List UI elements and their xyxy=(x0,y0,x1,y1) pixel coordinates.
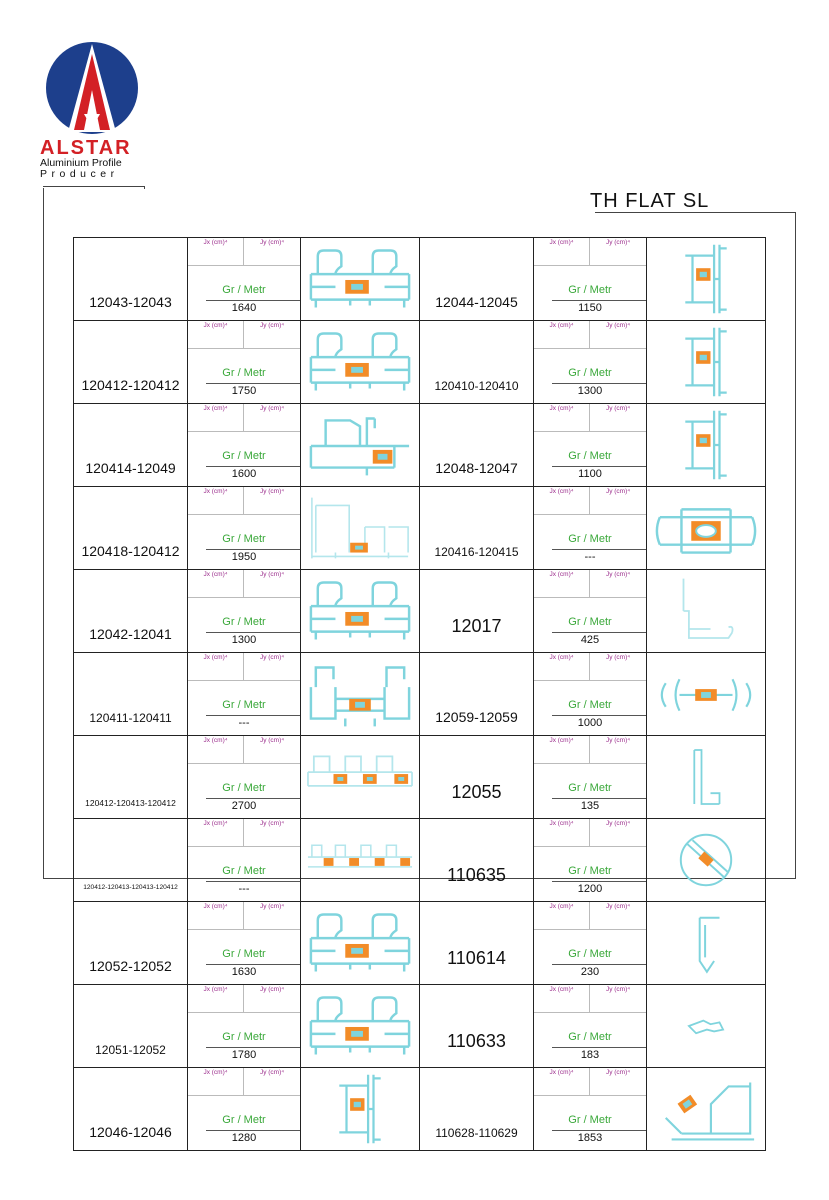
table-row xyxy=(74,487,766,570)
profile-properties xyxy=(188,653,301,735)
weight-divider xyxy=(552,632,646,633)
weight-divider xyxy=(552,466,646,467)
profile-drawing xyxy=(301,902,420,984)
profile-drawing xyxy=(301,736,420,818)
profile-weight: 135 xyxy=(580,800,600,812)
jx-label: Jx (cm)⁴ xyxy=(188,653,244,680)
vertical-mullion-profile-icon xyxy=(652,409,760,481)
profile-drawing xyxy=(647,819,766,901)
profile-code: 110628-110629 xyxy=(420,1068,534,1150)
inertia-header xyxy=(188,736,300,764)
profile-drawing xyxy=(647,736,766,818)
profile-properties xyxy=(188,404,301,486)
profile-code: 120412-120413-120412 xyxy=(74,736,188,818)
weight-unit-label: Gr / Metr xyxy=(568,1114,612,1126)
profile-entry xyxy=(420,1068,766,1150)
inertia-header xyxy=(188,653,300,681)
table-row xyxy=(74,653,766,736)
profile-drawing xyxy=(301,653,420,735)
weight-divider xyxy=(552,1047,646,1048)
weight-unit-label: Gr / Metr xyxy=(568,616,612,628)
jx-label: Jx (cm)⁴ xyxy=(188,487,244,514)
profile-drawing xyxy=(647,487,766,569)
inertia-header xyxy=(188,902,300,930)
inertia-header xyxy=(534,404,646,432)
double-sash-profile-icon xyxy=(306,575,414,647)
weight-divider xyxy=(552,383,646,384)
profile-weight: 1600 xyxy=(231,468,257,480)
profile-properties xyxy=(188,570,301,652)
weight-divider xyxy=(552,300,646,301)
profile-code: 12048-12047 xyxy=(420,404,534,486)
jy-label: Jy (cm)⁴ xyxy=(605,820,631,827)
weight-unit-label: Gr / Metr xyxy=(222,699,266,711)
weight-divider xyxy=(552,964,646,965)
round-connector-profile-icon xyxy=(652,824,760,896)
weight-unit-label: Gr / Metr xyxy=(222,616,266,628)
weight-divider xyxy=(206,549,300,550)
weight-unit-label: Gr / Metr xyxy=(568,948,612,960)
jx-label: Jx (cm)⁴ xyxy=(534,404,590,431)
profile-properties xyxy=(534,985,647,1067)
jy-label: Jy (cm)⁴ xyxy=(259,820,285,827)
weight-divider xyxy=(552,798,646,799)
jy-label: Jy (cm)⁴ xyxy=(605,322,631,329)
profile-entry xyxy=(74,1068,420,1150)
frame-line xyxy=(43,186,145,189)
weight-divider xyxy=(206,964,300,965)
table-row xyxy=(74,404,766,487)
profile-code: 120412-120413-120413-120412 xyxy=(74,819,188,901)
profile-code: 120411-120411 xyxy=(74,653,188,735)
brand-tagline-line1: Aluminium Profile xyxy=(40,157,122,169)
profile-entry xyxy=(74,985,420,1067)
profile-weight: 1853 xyxy=(577,1132,603,1144)
profile-entry xyxy=(420,653,766,735)
profile-drawing xyxy=(647,902,766,984)
small-clip-profile-icon xyxy=(652,990,760,1062)
profile-drawing xyxy=(301,570,420,652)
jy-label: Jy (cm)⁴ xyxy=(259,405,285,412)
jx-label: Jx (cm)⁴ xyxy=(534,985,590,1012)
weight-divider xyxy=(552,881,646,882)
weight-unit-label: Gr / Metr xyxy=(222,782,266,794)
weight-divider xyxy=(206,715,300,716)
profile-properties xyxy=(188,985,301,1067)
page-title: TH FLAT SL xyxy=(590,190,710,212)
double-sash-profile-icon xyxy=(306,326,414,398)
weight-divider xyxy=(552,1130,646,1131)
vertical-mullion-profile-icon xyxy=(306,1073,414,1145)
weight-unit-label: Gr / Metr xyxy=(222,1031,266,1043)
brand-name: ALSTAR xyxy=(40,137,132,159)
corner-profile-icon xyxy=(652,1073,760,1145)
profile-properties xyxy=(188,238,301,320)
table-row xyxy=(74,736,766,819)
jy-label: Jy (cm)⁴ xyxy=(259,322,285,329)
profile-drawing xyxy=(647,985,766,1067)
weight-unit-label: Gr / Metr xyxy=(222,948,266,960)
profile-entry xyxy=(74,736,420,818)
jy-label: Jy (cm)⁴ xyxy=(605,986,631,993)
inertia-header xyxy=(188,819,300,847)
profile-properties xyxy=(534,487,647,569)
profile-entry xyxy=(420,238,766,320)
profile-weight: 1300 xyxy=(231,634,257,646)
weight-unit-label: Gr / Metr xyxy=(568,367,612,379)
profile-code: 12044-12045 xyxy=(420,238,534,320)
alstar-emblem-icon xyxy=(44,40,140,136)
inertia-header xyxy=(188,1068,300,1096)
jx-label: Jx (cm)⁴ xyxy=(534,238,590,265)
wide-frame-profile-icon xyxy=(306,492,414,564)
inertia-header xyxy=(534,1068,646,1096)
profile-code: 120410-120410 xyxy=(420,321,534,403)
profile-code: 12059-12059 xyxy=(420,653,534,735)
profile-drawing xyxy=(647,321,766,403)
jx-label: Jx (cm)⁴ xyxy=(534,1068,590,1095)
jx-label: Jx (cm)⁴ xyxy=(188,570,244,597)
weight-unit-label: Gr / Metr xyxy=(222,284,266,296)
inertia-header xyxy=(534,487,646,515)
vertical-mullion-profile-icon xyxy=(652,326,760,398)
profile-properties xyxy=(188,902,301,984)
profile-drawing xyxy=(647,404,766,486)
profile-entry xyxy=(74,819,420,901)
profile-entry xyxy=(420,321,766,403)
profile-weight: 183 xyxy=(580,1049,600,1061)
profile-weight: 1100 xyxy=(578,468,602,480)
double-sash-profile-icon xyxy=(306,990,414,1062)
jy-label: Jy (cm)⁴ xyxy=(605,239,631,246)
weight-unit-label: Gr / Metr xyxy=(568,1031,612,1043)
jy-label: Jy (cm)⁴ xyxy=(605,571,631,578)
profile-table xyxy=(73,237,766,1151)
profile-code: 110635 xyxy=(420,819,534,901)
connector-profile-icon xyxy=(652,658,760,730)
profile-drawing xyxy=(301,238,420,320)
jx-label: Jx (cm)⁴ xyxy=(534,321,590,348)
weight-unit-label: Gr / Metr xyxy=(568,699,612,711)
profile-drawing xyxy=(647,653,766,735)
profile-code: 120414-12049 xyxy=(74,404,188,486)
profile-code: 12051-12052 xyxy=(74,985,188,1067)
jy-label: Jy (cm)⁴ xyxy=(259,488,285,495)
profile-entry xyxy=(420,487,766,569)
inertia-header xyxy=(188,570,300,598)
profile-code: 12055 xyxy=(420,736,534,818)
inertia-header xyxy=(534,902,646,930)
vertical-mullion-profile-icon xyxy=(652,243,760,315)
jy-label: Jy (cm)⁴ xyxy=(605,488,631,495)
profile-weight: 425 xyxy=(580,634,600,646)
profile-code: 12017 xyxy=(420,570,534,652)
profile-weight: --- xyxy=(584,551,596,563)
profile-entry xyxy=(74,570,420,652)
jx-label: Jx (cm)⁴ xyxy=(534,570,590,597)
profile-code: 12042-12041 xyxy=(74,570,188,652)
weight-divider xyxy=(552,715,646,716)
profile-weight: 1200 xyxy=(577,883,603,895)
weight-unit-label: Gr / Metr xyxy=(568,782,612,794)
interlock-profile-icon xyxy=(306,658,414,730)
jx-label: Jx (cm)⁴ xyxy=(188,1068,244,1095)
inertia-header xyxy=(534,736,646,764)
hook-profile-icon xyxy=(652,907,760,979)
table-row xyxy=(74,238,766,321)
brand-tagline-line2: Producer xyxy=(40,168,119,180)
jx-label: Jx (cm)⁴ xyxy=(188,321,244,348)
profile-properties xyxy=(188,487,301,569)
profile-drawing xyxy=(301,819,420,901)
frame-line xyxy=(795,212,796,879)
jy-label: Jy (cm)⁴ xyxy=(605,1069,631,1076)
profile-entry xyxy=(74,902,420,984)
profile-weight: 1300 xyxy=(577,385,603,397)
clip-profile-icon xyxy=(652,741,760,813)
weight-divider xyxy=(206,383,300,384)
double-sash-profile-icon xyxy=(306,243,414,315)
profile-entry xyxy=(74,653,420,735)
jy-label: Jy (cm)⁴ xyxy=(259,571,285,578)
jy-label: Jy (cm)⁴ xyxy=(259,986,285,993)
inertia-header xyxy=(188,404,300,432)
weight-unit-label: Gr / Metr xyxy=(222,865,266,877)
profile-weight: 1280 xyxy=(231,1132,257,1144)
profile-weight: 230 xyxy=(580,966,600,978)
profile-properties xyxy=(534,1068,647,1150)
profile-properties xyxy=(188,1068,301,1150)
glazing-bead-profile-icon xyxy=(652,575,760,647)
profile-drawing xyxy=(301,985,420,1067)
profile-entry xyxy=(420,736,766,818)
profile-properties xyxy=(534,570,647,652)
track-profile-icon xyxy=(652,492,760,564)
jy-label: Jy (cm)⁴ xyxy=(259,654,285,661)
profile-entry xyxy=(420,819,766,901)
profile-code: 12046-12046 xyxy=(74,1068,188,1150)
profile-properties xyxy=(188,321,301,403)
profile-properties xyxy=(188,819,301,901)
profile-entry xyxy=(420,404,766,486)
profile-entry xyxy=(74,238,420,320)
jy-label: Jy (cm)⁴ xyxy=(259,737,285,744)
profile-entry xyxy=(420,985,766,1067)
profile-weight: 1630 xyxy=(231,966,257,978)
table-row xyxy=(74,1068,766,1151)
inertia-header xyxy=(188,487,300,515)
profile-code: 120416-120415 xyxy=(420,487,534,569)
profile-entry xyxy=(74,487,420,569)
profile-entry xyxy=(74,404,420,486)
double-sash-profile-icon xyxy=(306,907,414,979)
profile-drawing xyxy=(301,404,420,486)
profile-weight: 1000 xyxy=(577,717,603,729)
profile-properties xyxy=(534,404,647,486)
weight-divider xyxy=(206,632,300,633)
profile-weight: 1150 xyxy=(578,302,602,314)
weight-unit-label: Gr / Metr xyxy=(568,865,612,877)
table-row xyxy=(74,321,766,404)
jy-label: Jy (cm)⁴ xyxy=(259,903,285,910)
weight-divider xyxy=(206,300,300,301)
profile-weight: --- xyxy=(238,883,250,895)
jy-label: Jy (cm)⁴ xyxy=(605,737,631,744)
jy-label: Jy (cm)⁴ xyxy=(259,239,285,246)
profile-drawing xyxy=(647,238,766,320)
weight-unit-label: Gr / Metr xyxy=(568,450,612,462)
profile-drawing xyxy=(301,321,420,403)
table-row xyxy=(74,570,766,653)
profile-weight: 1950 xyxy=(231,551,257,563)
profile-code: 120418-120412 xyxy=(74,487,188,569)
inertia-header xyxy=(534,570,646,598)
brand-logo xyxy=(40,40,150,180)
profile-entry xyxy=(420,570,766,652)
sash-frame-profile-icon xyxy=(306,409,414,481)
jx-label: Jx (cm)⁴ xyxy=(534,736,590,763)
profile-properties xyxy=(534,321,647,403)
jx-label: Jx (cm)⁴ xyxy=(534,902,590,929)
jx-label: Jx (cm)⁴ xyxy=(188,404,244,431)
profile-weight: 1750 xyxy=(231,385,257,397)
triple-sash-profile-icon xyxy=(306,741,414,813)
inertia-header xyxy=(188,321,300,349)
inertia-header xyxy=(534,985,646,1013)
profile-code: 110633 xyxy=(420,985,534,1067)
weight-unit-label: Gr / Metr xyxy=(568,284,612,296)
profile-code: 110614 xyxy=(420,902,534,984)
profile-weight: --- xyxy=(238,717,250,729)
inertia-header xyxy=(188,985,300,1013)
profile-properties xyxy=(534,238,647,320)
profile-properties xyxy=(534,653,647,735)
inertia-header xyxy=(534,238,646,266)
quad-sash-profile-icon xyxy=(306,824,414,896)
jx-label: Jx (cm)⁴ xyxy=(188,819,244,846)
jy-label: Jy (cm)⁴ xyxy=(605,903,631,910)
weight-unit-label: Gr / Metr xyxy=(222,533,266,545)
weight-unit-label: Gr / Metr xyxy=(222,367,266,379)
weight-unit-label: Gr / Metr xyxy=(222,1114,266,1126)
jx-label: Jx (cm)⁴ xyxy=(188,238,244,265)
profile-properties xyxy=(534,736,647,818)
weight-unit-label: Gr / Metr xyxy=(568,533,612,545)
jx-label: Jx (cm)⁴ xyxy=(534,653,590,680)
profile-drawing xyxy=(301,1068,420,1150)
profile-drawing xyxy=(647,570,766,652)
profile-drawing xyxy=(647,1068,766,1150)
profile-properties xyxy=(534,819,647,901)
table-row xyxy=(74,819,766,902)
weight-divider xyxy=(552,549,646,550)
profile-entry xyxy=(420,902,766,984)
table-row xyxy=(74,902,766,985)
weight-unit-label: Gr / Metr xyxy=(222,450,266,462)
profile-code: 12052-12052 xyxy=(74,902,188,984)
weight-divider xyxy=(206,1130,300,1131)
inertia-header xyxy=(188,238,300,266)
jx-label: Jx (cm)⁴ xyxy=(188,736,244,763)
inertia-header xyxy=(534,653,646,681)
weight-divider xyxy=(206,466,300,467)
profile-weight: 1780 xyxy=(231,1049,257,1061)
profile-drawing xyxy=(301,487,420,569)
inertia-header xyxy=(534,321,646,349)
weight-divider xyxy=(206,798,300,799)
profile-weight: 2700 xyxy=(231,800,257,812)
profile-weight: 1640 xyxy=(231,302,257,314)
jy-label: Jy (cm)⁴ xyxy=(605,654,631,661)
profile-properties xyxy=(534,902,647,984)
jx-label: Jx (cm)⁴ xyxy=(188,985,244,1012)
jx-label: Jx (cm)⁴ xyxy=(188,902,244,929)
frame-line xyxy=(43,188,44,879)
jy-label: Jy (cm)⁴ xyxy=(605,405,631,412)
jx-label: Jx (cm)⁴ xyxy=(534,487,590,514)
weight-divider xyxy=(206,1047,300,1048)
jy-label: Jy (cm)⁴ xyxy=(259,1069,285,1076)
profile-code: 120412-120412 xyxy=(74,321,188,403)
weight-divider xyxy=(206,881,300,882)
profile-code: 12043-12043 xyxy=(74,238,188,320)
jx-label: Jx (cm)⁴ xyxy=(534,819,590,846)
table-row xyxy=(74,985,766,1068)
profile-entry xyxy=(74,321,420,403)
inertia-header xyxy=(534,819,646,847)
profile-properties xyxy=(188,736,301,818)
